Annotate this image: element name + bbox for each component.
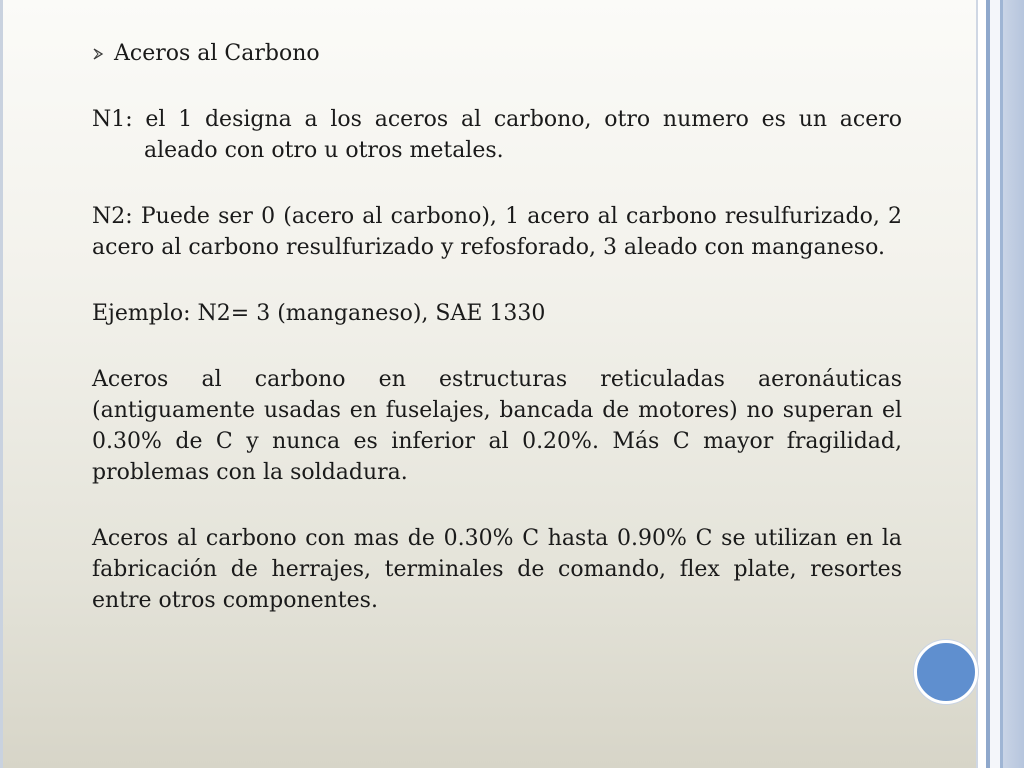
slide-content [92, 38, 902, 651]
right-stripe-light-blue [1003, 0, 1024, 768]
heading-text: Aceros al Carbono [114, 41, 320, 66]
right-stripe-white-2 [990, 0, 1000, 768]
paragraph-estructuras: Aceros al carbono en estructuras reticuladas aeronáuticas (antiguamente usadas en fuselajes, bancada de motores) no superan el 0.30% de C y nunca es inferior al 0.20%. Más C mayor fragilidad, problemas con la soldadura. [92, 367, 902, 485]
paragraph-n1: N1: el 1 designa a los aceros al carbono, otro numero es un acero aleado con otro u otros metales. [92, 107, 902, 163]
blue-circle-decoration [914, 640, 978, 704]
paragraph-ejemplo: Ejemplo: N2= 3 (manganeso), SAE 1330 [92, 301, 546, 326]
right-stripe-white [978, 0, 986, 768]
bullet-heading [92, 38, 902, 69]
left-edge-stripe [0, 0, 3, 768]
paragraph-n2: N2: Puede ser 0 (acero al carbono), 1 acero al carbono resulfurizado, 2 acero al carbono resulfurizado y refosforado, 3 aleado con manganeso. [92, 204, 902, 260]
paragraph-herrajes: Aceros al carbono con mas de 0.30% C hasta 0.90% C se utilizan en la fabricación de herrajes, terminales de comando, flex plate, resortes entre otros componentes. [92, 526, 902, 613]
arrow-bullet-icon [92, 47, 106, 61]
